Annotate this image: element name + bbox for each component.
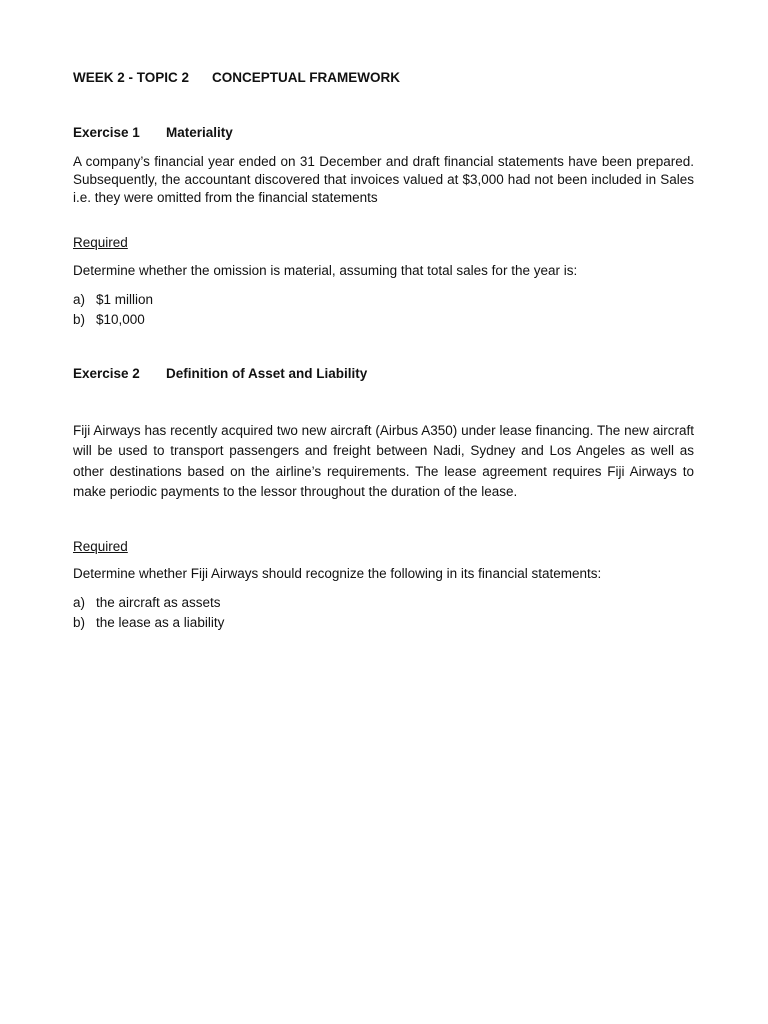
week-label: WEEK 2 - TOPIC 2 [73,70,190,85]
exercise-1-number: Exercise 1 [73,125,140,140]
exercise-2-number: Exercise 2 [73,366,140,381]
topic-label: CONCEPTUAL FRAMEWORK [212,70,400,85]
list-item [73,290,153,310]
exercise-2-title: Definition of Asset and Liability [166,366,368,381]
exercise-1-paragraph: A company’s financial year ended on 31 December and draft financial statements have been prepared. Subsequently, the accountant discovered that invoices valued at $3,000 had not been included in Sales i.e. they were omitted from the financial statements [73,154,694,205]
list-marker: a) [73,292,86,307]
list-item-text: the aircraft as assets [96,595,221,610]
list-item-text: the lease as a liability [96,615,225,630]
exercise-1-heading [73,124,233,142]
exercise-1-list [73,290,153,330]
list-item [73,593,224,613]
list-item-text: $1 million [96,292,154,307]
exercise-2-list [73,593,224,633]
list-item [73,310,153,330]
list-item-text: $10,000 [96,312,145,327]
exercise-1-required-label: Required [73,235,128,250]
exercise-2-heading [73,365,367,383]
list-marker: b) [73,312,86,327]
exercise-1-instruction: Determine whether the omission is material, assuming that total sales for the year is: [73,263,578,278]
list-item [73,613,224,633]
list-marker: b) [73,615,86,630]
page-title [73,69,400,87]
exercise-2-paragraph: Fiji Airways has recently acquired two new aircraft (Airbus A350) under lease financing. The new aircraft will be used to transport passengers and freight between Nadi, Sydney and Los Angeles as well as other destinations based on the airline’s requirements. The lease agreement requires Fiji Airways to make periodic payments to the lessor throughout the duration of the lease. [73,423,694,499]
exercise-2-required-label: Required [73,539,128,554]
exercise-1-title: Materiality [166,125,233,140]
list-marker: a) [73,595,86,610]
exercise-2-instruction: Determine whether Fiji Airways should recognize the following in its financial statements: [73,566,602,581]
